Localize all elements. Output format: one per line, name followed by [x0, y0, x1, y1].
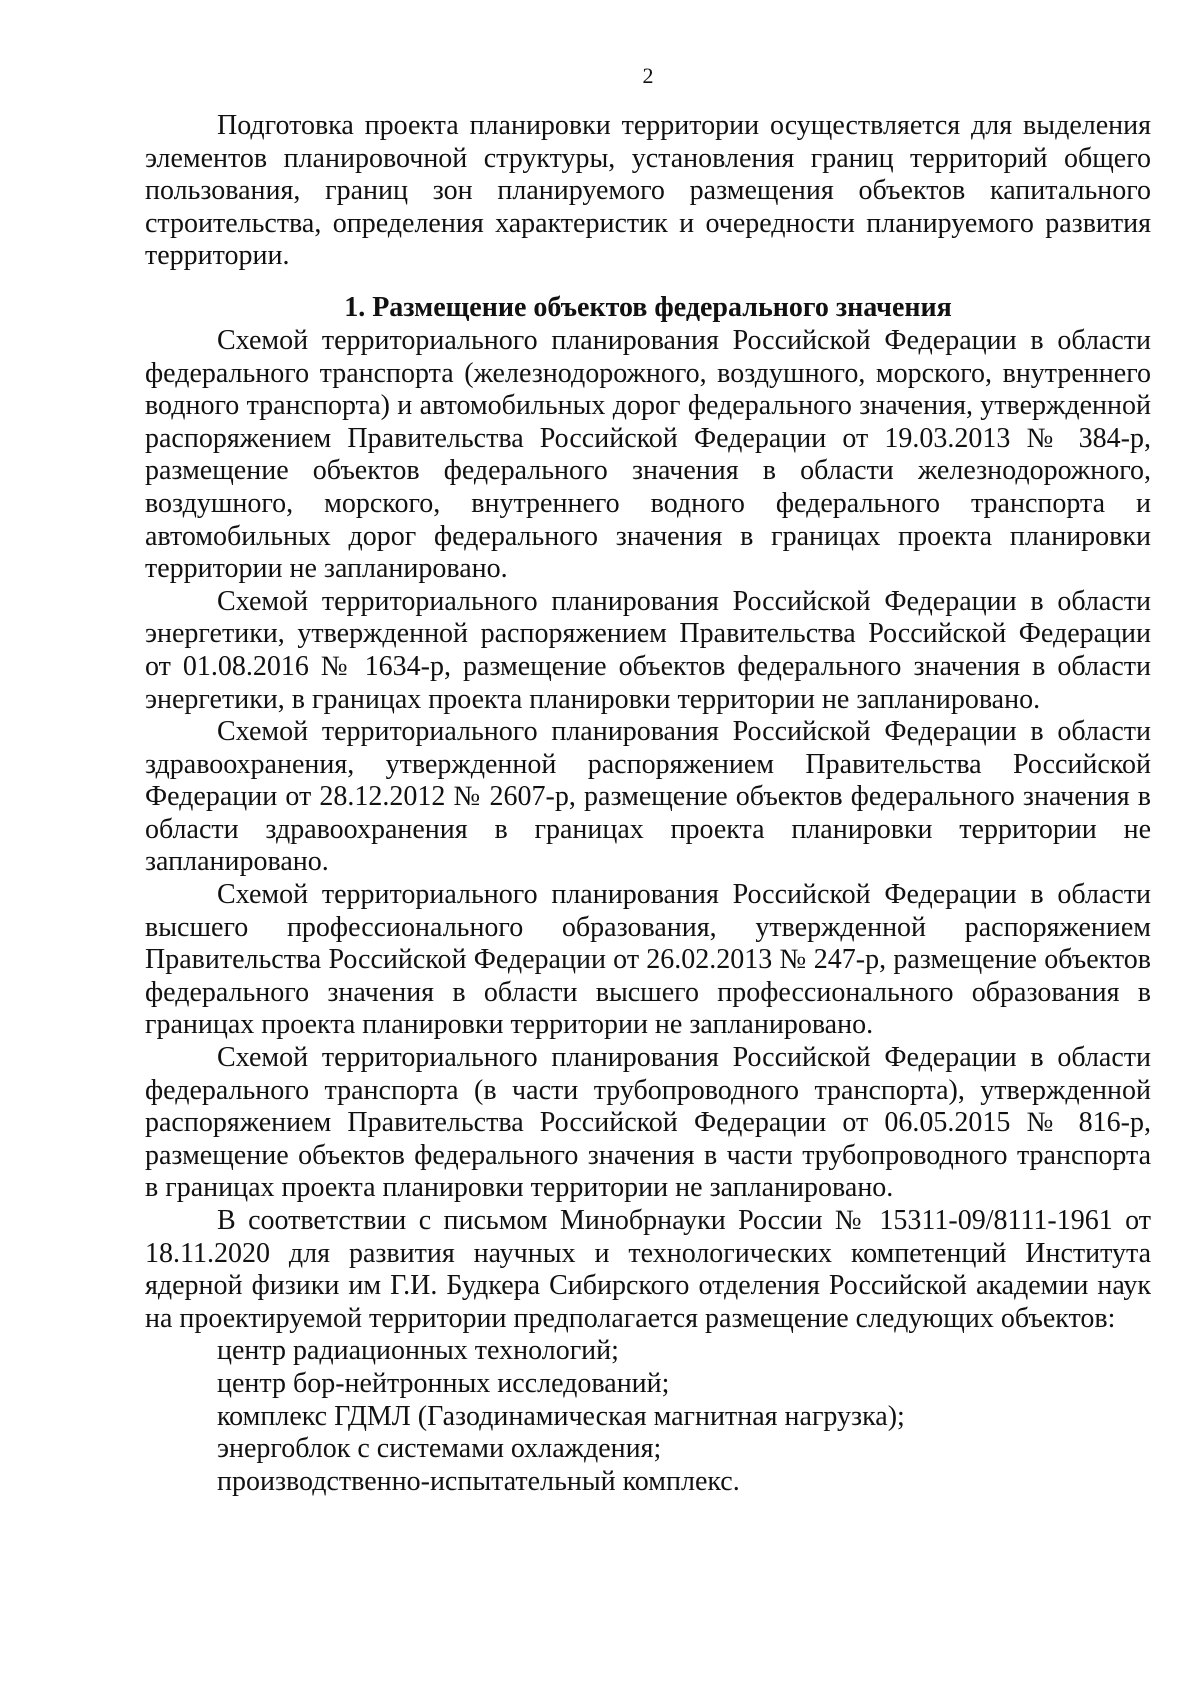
objects-list: [145, 1335, 1151, 1498]
paragraph-pipeline: Схемой территориального планирования Российской Федерации в области федерального транспорта (в части трубопроводного транспорта), утвержденной распоряжением Правительства Российской Федерации от 06.05.2015 № 816-р, размещение объектов федерального значения в части трубопроводного транспорта в границах проекта планировки территории не запланировано.: [145, 1042, 1151, 1204]
paragraph-energy: Схемой территориального планирования Российской Федерации в области энергетики, утвержденной распоряжением Правительства Российской Федерации от 01.08.2016 № 1634-р, размещение объектов федерального значения в области энергетики, в границах проекта планировки территории не запланировано.: [145, 585, 1151, 715]
document-page: [145, 62, 1151, 1498]
intro-paragraph: Подготовка проекта планировки территории осуществляется для выделения элементов планировочной структуры, установления границ территорий общего пользования, границ зон планируемого размещения объектов капитального строительства, определения характеристик и очередности планируемого развития территории.: [145, 110, 1151, 272]
paragraph-healthcare: Схемой территориального планирования Российской Федерации в области здравоохранения, утвержденной распоряжением Правительства Российской Федерации от 28.12.2012 № 2607-р, размещение объектов федерального значения в области здравоохранения в границах проекта планировки территории не запланировано.: [145, 716, 1151, 878]
list-item: энергоблок с системами охлаждения;: [217, 1433, 662, 1465]
paragraph-education: Схемой территориального планирования Российской Федерации в области высшего профессионального образования, утвержденной распоряжением Правительства Российской Федерации от 26.02.2013 № 247-р, размещение объектов федерального значения в области высшего профессионального образования в границах проекта планировки территории не запланировано.: [145, 879, 1151, 1041]
list-item: комплекс ГДМЛ (Газодинамическая магнитная нагрузка);: [217, 1400, 905, 1432]
list-item: центр радиационных технологий;: [217, 1335, 619, 1367]
list-item: центр бор-нейтронных исследований;: [217, 1367, 670, 1399]
list-item: производственно-испытательный комплекс.: [217, 1465, 740, 1497]
paragraph-minobrnauki: В соответствии с письмом Минобрнауки России № 15311-09/8111-1961 от 18.11.2020 для развития научных и технологических компетенций Института ядерной физики им Г.И. Будкера Сибирского отделения Российской академии наук на проектируемой территории предполагается размещение следующих объектов:: [145, 1205, 1151, 1334]
paragraph-transport: Схемой территориального планирования Российской Федерации в области федерального транспорта (железнодорожного, воздушного, морского, внутреннего водного транспорта) и автомобильных дорог федерального значения, утвержденной распоряжением Правительства Российской Федерации от 19.03.2013 № 384-р, размещение объектов федерального значения в области железнодорожного, воздушного, морского, внутреннего водного федерального транспорта и автомобильных дорог федерального значения в границах проекта планировки территории не запланировано.: [145, 324, 1151, 585]
page-number: 2: [642, 63, 654, 88]
section-heading: 1. Размещение объектов федерального значения: [344, 291, 952, 323]
